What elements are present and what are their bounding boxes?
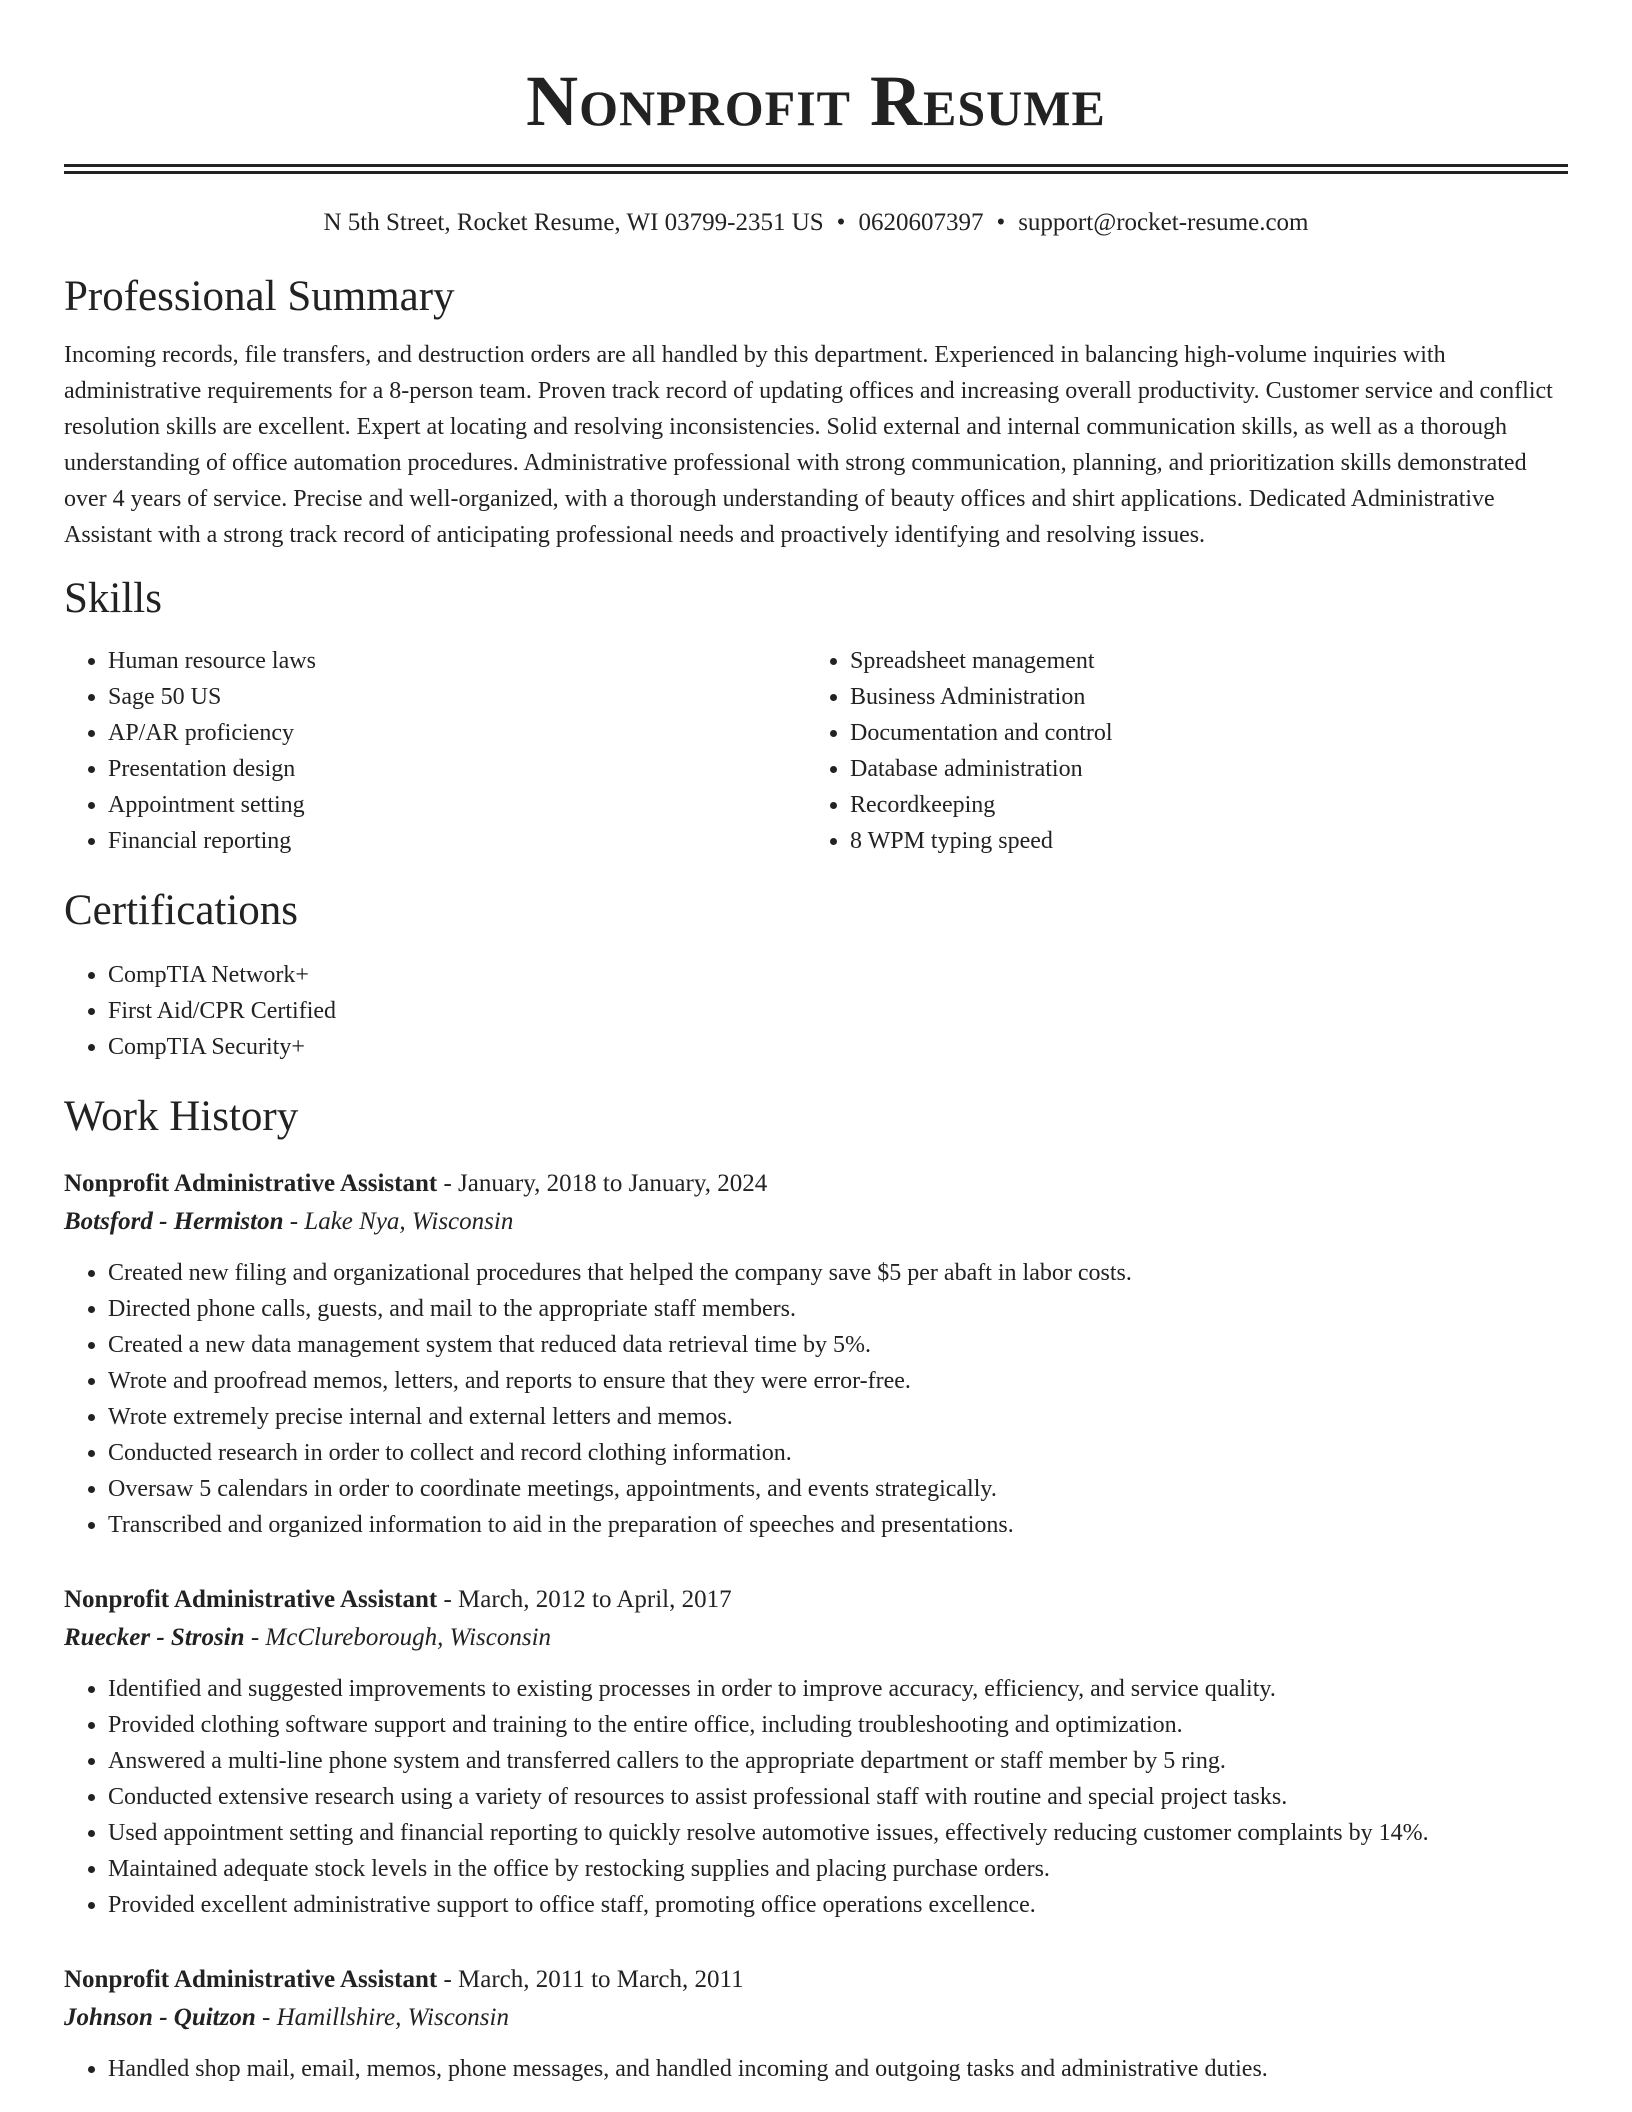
section-heading-certifications: Certifications [64, 887, 299, 934]
job-bullet: • Provided clothing software support and training to the entire office, including troubleshooting and optimization. [108, 1707, 1568, 1743]
job-header [64, 1961, 1568, 1999]
skill-item: • Presentation design [108, 751, 806, 787]
skill-item: • Financial reporting [108, 823, 806, 859]
job-bullet-list [64, 1255, 1568, 1543]
job-bullet: • Directed phone calls, guests, and mail to the appropriate staff members. [108, 1291, 1568, 1327]
job-bullet: • Wrote and proofread memos, letters, and reports to ensure that they were error-free. [108, 1363, 1568, 1399]
skills-section [64, 573, 1568, 859]
skills-column-left [64, 643, 806, 859]
job-company: Johnson - Quitzon [64, 2004, 256, 2031]
job-bullet-list [64, 2051, 1568, 2087]
section-heading-work-history: Work History [64, 1093, 299, 1140]
job-entry [64, 1165, 1568, 1543]
job-title: Nonprofit Administrative Assistant [64, 1170, 438, 1197]
job-dates: - January, 2018 to January, 2024 [437, 1170, 768, 1197]
job-bullet: • Conducted extensive research using a variety of resources to assist professional staff with routine and special project tasks. [108, 1779, 1568, 1815]
skill-item: • Human resource laws [108, 643, 806, 679]
job-employer-line [64, 1203, 1568, 1241]
skill-item: • Business Administration [850, 679, 1548, 715]
skill-item: • AP/AR proficiency [108, 715, 806, 751]
certification-item: • First Aid/CPR Certified [108, 993, 1568, 1029]
contact-separator: • [996, 209, 1006, 236]
skill-item: • Sage 50 US [108, 679, 806, 715]
job-location: - Hamillshire, Wisconsin [255, 2004, 509, 2031]
job-entry [64, 1961, 1568, 2087]
title-double-rule [64, 164, 1568, 174]
section-heading-skills: Skills [64, 575, 162, 622]
certifications-section [64, 885, 1568, 1065]
work-history-section [64, 1091, 1568, 2087]
job-location: - McClureborough, Wisconsin [244, 1624, 552, 1651]
skill-item: • Documentation and control [850, 715, 1548, 751]
job-bullet: • Provided excellent administrative support to office staff, promoting office operations excellence. [108, 1887, 1568, 1923]
contact-phone: 0620607397 [858, 209, 984, 236]
job-title: Nonprofit Administrative Assistant [64, 1586, 438, 1613]
job-bullet: • Wrote extremely precise internal and external letters and memos. [108, 1399, 1568, 1435]
skill-item: • Spreadsheet management [850, 643, 1548, 679]
job-entry [64, 1581, 1568, 1923]
job-header [64, 1581, 1568, 1619]
job-employer-line [64, 1999, 1568, 2037]
job-dates: - March, 2012 to April, 2017 [437, 1586, 732, 1613]
certification-list [64, 957, 1568, 1065]
job-bullet: • Oversaw 5 calendars in order to coordinate meetings, appointments, and events strategically. [108, 1471, 1568, 1507]
contact-line [64, 207, 1568, 239]
job-bullet: • Handled shop mail, email, memos, phone messages, and handled incoming and outgoing tasks and administrative duties. [108, 2051, 1568, 2087]
contact-address: N 5th Street, Rocket Resume, WI 03799-2351 US [323, 209, 824, 236]
skills-grid [64, 643, 1568, 859]
job-company: Ruecker - Strosin [64, 1624, 245, 1651]
skill-item: • Recordkeeping [850, 787, 1548, 823]
contact-separator: • [836, 209, 846, 236]
resume-page [64, 0, 1568, 2087]
job-bullet: • Identified and suggested improvements to existing processes in order to improve accuracy, efficiency, and service quality. [108, 1671, 1568, 1707]
job-bullet: • Answered a multi-line phone system and transferred callers to the appropriate department or staff member by 5 ring. [108, 1743, 1568, 1779]
job-bullet-list [64, 1671, 1568, 1923]
job-employer-line [64, 1619, 1568, 1657]
job-company: Botsford - Hermiston [64, 1208, 284, 1235]
job-bullet: • Maintained adequate stock levels in the office by restocking supplies and placing purchase orders. [108, 1851, 1568, 1887]
resume-title: Nonprofit Resume [526, 61, 1106, 141]
skills-column-right [806, 643, 1548, 859]
section-heading-summary: Professional Summary [64, 273, 455, 320]
job-bullet: • Used appointment setting and financial reporting to quickly resolve automotive issues, effectively reducing customer complaints by 14%. [108, 1815, 1568, 1851]
job-title: Nonprofit Administrative Assistant [64, 1966, 438, 1993]
job-bullet: • Created a new data management system that reduced data retrieval time by 5%. [108, 1327, 1568, 1363]
summary-section [64, 271, 1568, 553]
job-dates: - March, 2011 to March, 2011 [437, 1966, 744, 1993]
skill-item: • Database administration [850, 751, 1548, 787]
contact-email: support@rocket-resume.com [1018, 209, 1309, 236]
skill-item: • 8 WPM typing speed [850, 823, 1548, 859]
job-bullet: • Created new filing and organizational procedures that helped the company save $5 per abaft in labor costs. [108, 1255, 1568, 1291]
summary-text: Incoming records, file transfers, and destruction orders are all handled by this department. Experienced in balancing high-volume inquiries with administrative requirements for a 8-person team. Proven track record of updating offices and increasing overall productivity. Customer service and conflict resolution skills are excellent. Expert at locating and resolving inconsistencies. Solid external and internal communication skills, as well as a thorough understanding of office automation procedures. Administrative professional with strong communication, planning, and prioritization skills demonstrated over 4 years of service. Precise and well-organized, with a thorough understanding of beauty offices and shirt applications. Dedicated Administrative Assistant with a strong track record of anticipating professional needs and proactively identifying and resolving issues. [64, 342, 1553, 548]
skill-item: • Appointment setting [108, 787, 806, 823]
job-location: - Lake Nya, Wisconsin [283, 1208, 514, 1235]
certification-item: • CompTIA Network+ [108, 957, 1568, 993]
job-bullet: • Conducted research in order to collect and record clothing information. [108, 1435, 1568, 1471]
job-header [64, 1165, 1568, 1203]
job-bullet: • Transcribed and organized information to aid in the preparation of speeches and presentations. [108, 1507, 1568, 1543]
certification-item: • CompTIA Security+ [108, 1029, 1568, 1065]
